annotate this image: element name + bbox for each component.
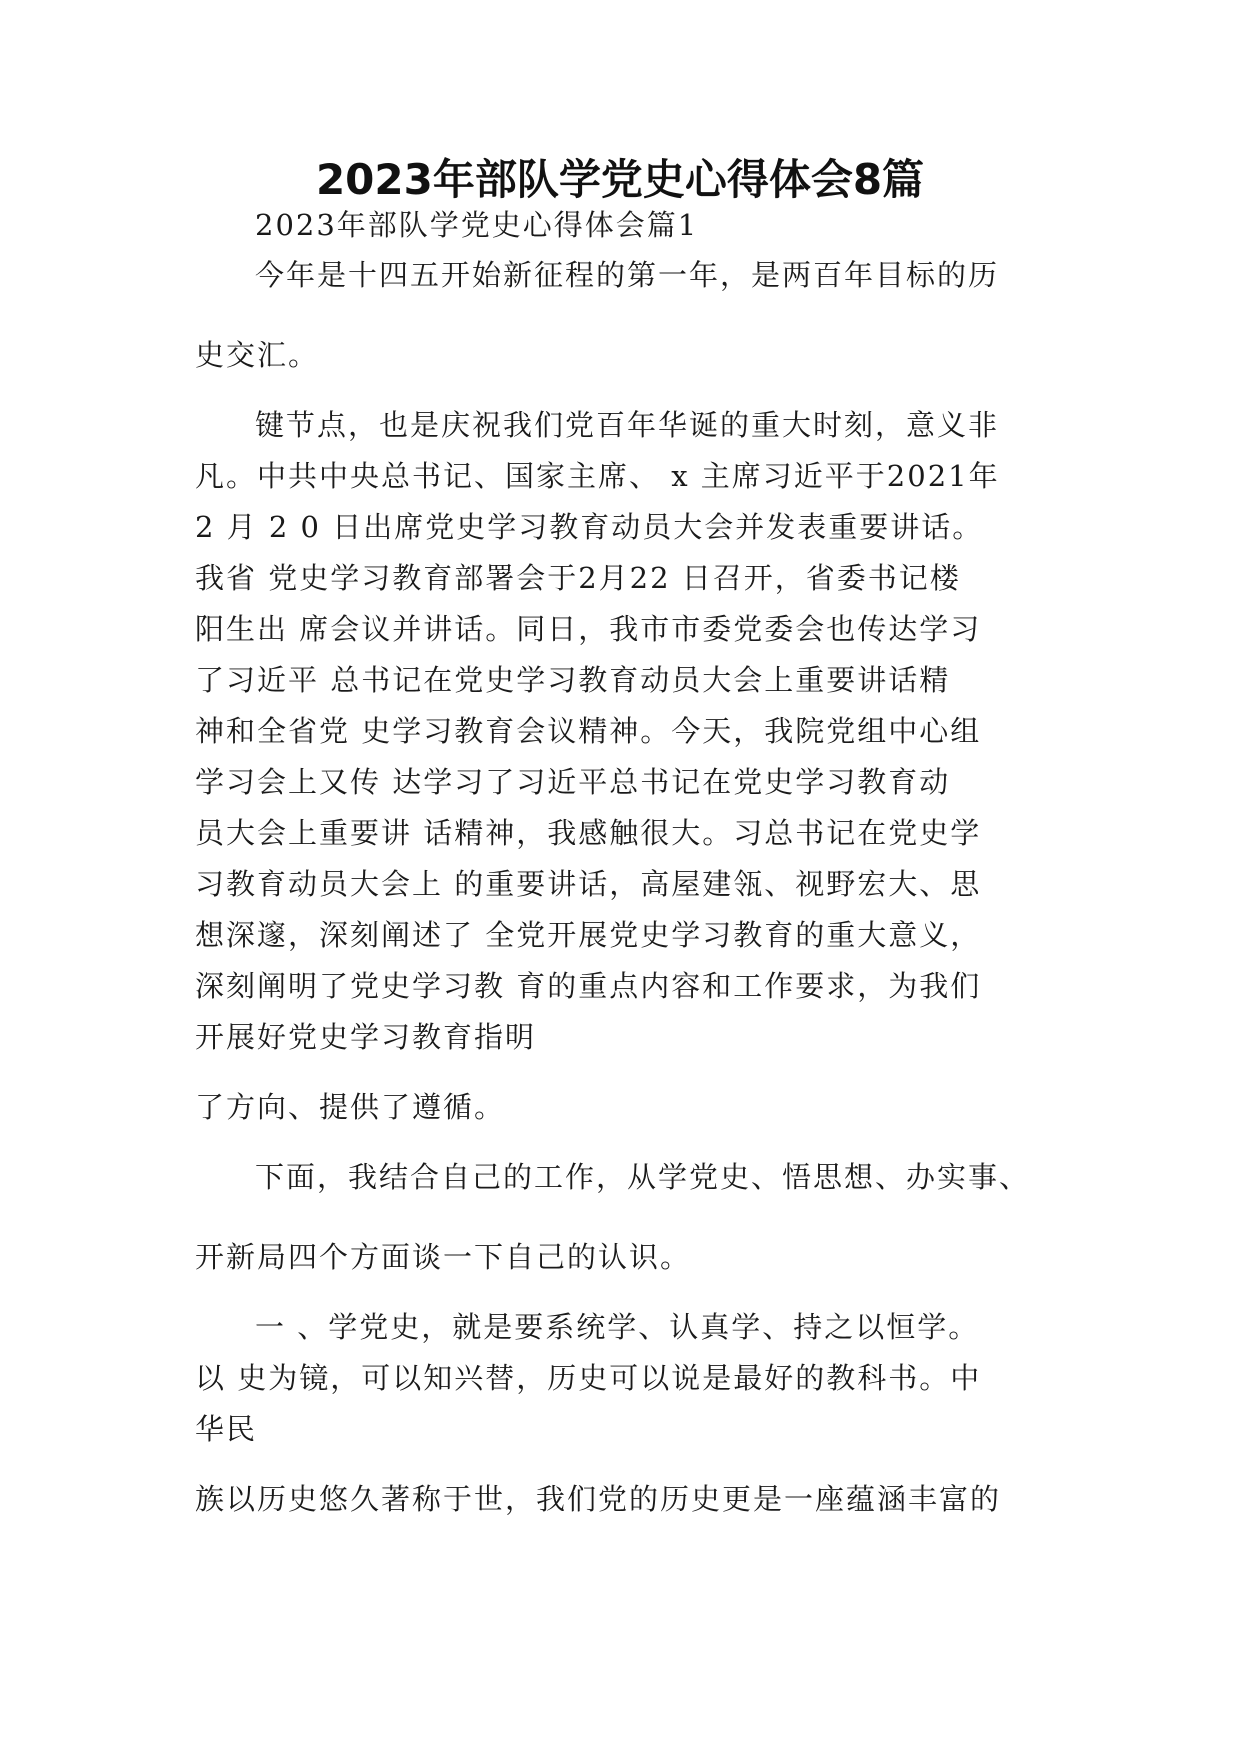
paragraph-line: 想深邃，深刻阐述了 全党开展党史学习教育的重大意义， xyxy=(195,918,982,952)
paragraph-line: 键节点，也是庆祝我们党百年华诞的重大时刻，意义非 xyxy=(255,408,1000,442)
paragraph-line: 了习近平 总书记在党史学习教育动员大会上重要讲话精 xyxy=(195,663,951,697)
paragraph-line: 阳生出 席会议并讲话。同日，我市市委党委会也传达学习 xyxy=(195,612,982,646)
paragraph-line: 今年是十四五开始新征程的第一年，是两百年目标的历 xyxy=(255,258,1000,292)
paragraph-line: 开展好党史学习教育指明 xyxy=(195,1020,537,1054)
paragraph-line: 凡。中共中央总书记、国家主席、 x 主席习近平于2021年 xyxy=(195,459,1000,493)
paragraph-line: 习教育动员大会上 的重要讲话，高屋建瓴、视野宏大、思 xyxy=(195,867,982,901)
paragraph-line: 史交汇。 xyxy=(195,338,320,372)
paragraph-line: 学习会上又传 达学习了习近平总书记在党史学习教育动 xyxy=(195,765,951,799)
paragraph-line: 深刻阐明了党史学习教 育的重点内容和工作要求，为我们 xyxy=(195,969,982,1003)
paragraph-line: 族以历史悠久著称于世，我们党的历史更是一座蕴涵丰富的 xyxy=(195,1482,1002,1516)
section-heading: 2023年部队学党史心得体会篇1 xyxy=(255,208,699,242)
paragraph-line: 一 、学党史，就是要系统学、认真学、持之以恒学。 xyxy=(255,1310,980,1344)
paragraph-line: 员大会上重要讲 话精神，我感触很大。习总书记在党史学 xyxy=(195,816,982,850)
paragraph-line: 我省 党史学习教育部署会于2月22 日召开，省委书记楼 xyxy=(195,561,961,595)
paragraph-line: 2 月 2 0 日出席党史学习教育动员大会并发表重要讲话。 xyxy=(195,510,984,544)
paragraph-line: 了方向、提供了遵循。 xyxy=(195,1090,506,1124)
paragraph-line: 神和全省党 史学习教育会议精神。今天，我院党组中心组 xyxy=(195,714,982,748)
paragraph-line: 开新局四个方面谈一下自己的认识。 xyxy=(195,1240,692,1274)
paragraph-line: 以 史为镜，可以知兴替，历史可以说是最好的教科书。中 xyxy=(195,1361,982,1395)
paragraph-line: 华民 xyxy=(195,1412,258,1446)
document-title: 2023年部队学党史心得体会8篇 xyxy=(315,155,925,204)
paragraph-line: 下面，我结合自己的工作，从学党史、悟思想、办实事、 xyxy=(255,1160,1031,1194)
